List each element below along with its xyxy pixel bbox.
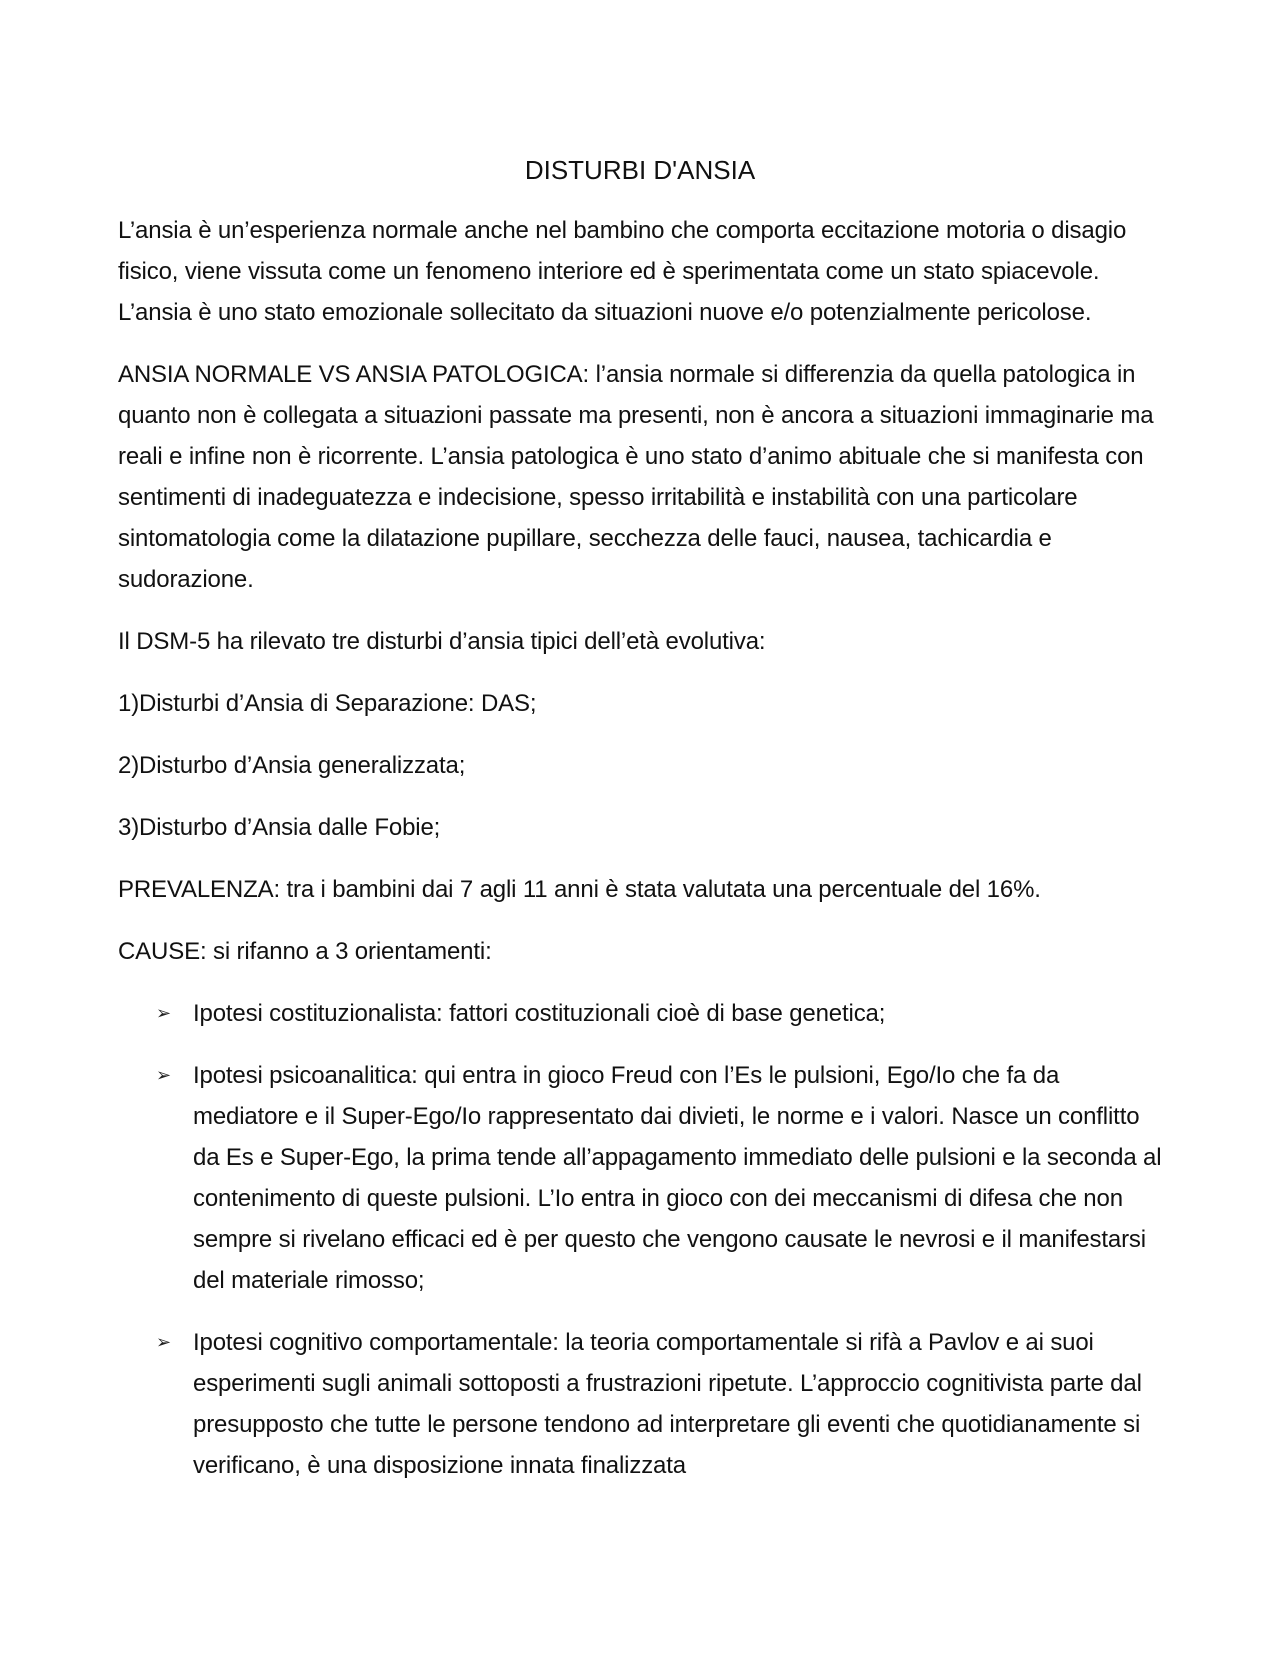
paragraph-normal-vs-pathological: ANSIA NORMALE VS ANSIA PATOLOGICA: l’ansia normale si differenzia da quella patologica in quanto non è collegata a situazioni passate ma presenti, non è ancora a situazioni immaginarie ma reali e infine non è ricorrente. L’ansia patologica è uno stato d’animo abituale che si manifesta con sentimenti di inadeguatezza e indecisione, spesso irritabilità e instabilità con una particolare sintomatologia come la dilatazione pupillare, secchezza delle fauci, nausea, tachicardia e sudorazione.: [118, 361, 1154, 593]
document-title: DISTURBI D'ANSIA: [524, 155, 756, 185]
paragraph-prevalence: PREVALENZA: tra i bambini dai 7 agli 11 anni è stata valutata una percentuale del 16%.: [118, 876, 1041, 903]
bullet-item-constitutional: [118, 993, 1162, 1034]
bullet-text: Ipotesi costituzionalista: fattori costituzionali cioè di base genetica;: [193, 1000, 886, 1027]
arrowhead-bullet-icon: ➢: [156, 1332, 171, 1352]
list-item-phobias: 3)Disturbo d’Ansia dalle Fobie;: [118, 814, 441, 841]
paragraph-intro: L’ansia è un’esperienza normale anche nel bambino che comporta eccitazione motoria o disagio fisico, viene vissuta come un fenomeno interiore ed è sperimentata come un stato spiacevole. L’ansia è uno stato emozionale sollecitato da situazioni nuove e/o potenzialmente pericolose.: [118, 217, 1127, 326]
bullet-item-psychoanalytic: [118, 1055, 1162, 1301]
list-item-das: 1)Disturbi d’Ansia di Separazione: DAS;: [118, 690, 537, 717]
bullet-text: Ipotesi psicoanalitica: qui entra in gioco Freud con l’Es le pulsioni, Ego/Io che fa da mediatore e il Super-Ego/Io rappresentato dai divieti, le norme e i valori. Nasce un conflitto da Es e Super-Ego, la prima tende all’appagamento immediato delle pulsioni e la seconda al contenimento di queste pulsioni. L’Io entra in gioco con dei meccanismi di difesa che non sempre si rivelano efficaci ed è per questo che vengono causate le nevrosi e il manifestarsi del materiale rimosso;: [193, 1062, 1162, 1294]
bullet-item-cognitive-behavioral: [118, 1322, 1162, 1486]
document-body: [118, 148, 1162, 1507]
list-item-generalized: 2)Disturbo d’Ansia generalizzata;: [118, 752, 466, 779]
causes-bullet-list: [118, 993, 1162, 1486]
arrowhead-bullet-icon: ➢: [156, 1003, 171, 1023]
paragraph-causes: CAUSE: si rifanno a 3 orientamenti:: [118, 938, 492, 965]
bullet-text: Ipotesi cognitivo comportamentale: la teoria comportamentale si rifà a Pavlov e ai suoi esperimenti sugli animali sottoposti a frustrazioni ripetute. L’approccio cognitivista parte dal presupposto che tutte le persone tendono ad interpretare gli eventi che quotidianamente si verificano, è una disposizione innata finalizzata: [193, 1329, 1142, 1479]
paragraph-dsm5: Il DSM-5 ha rilevato tre disturbi d’ansia tipici dell’età evolutiva:: [118, 628, 766, 655]
arrowhead-bullet-icon: ➢: [156, 1065, 171, 1085]
